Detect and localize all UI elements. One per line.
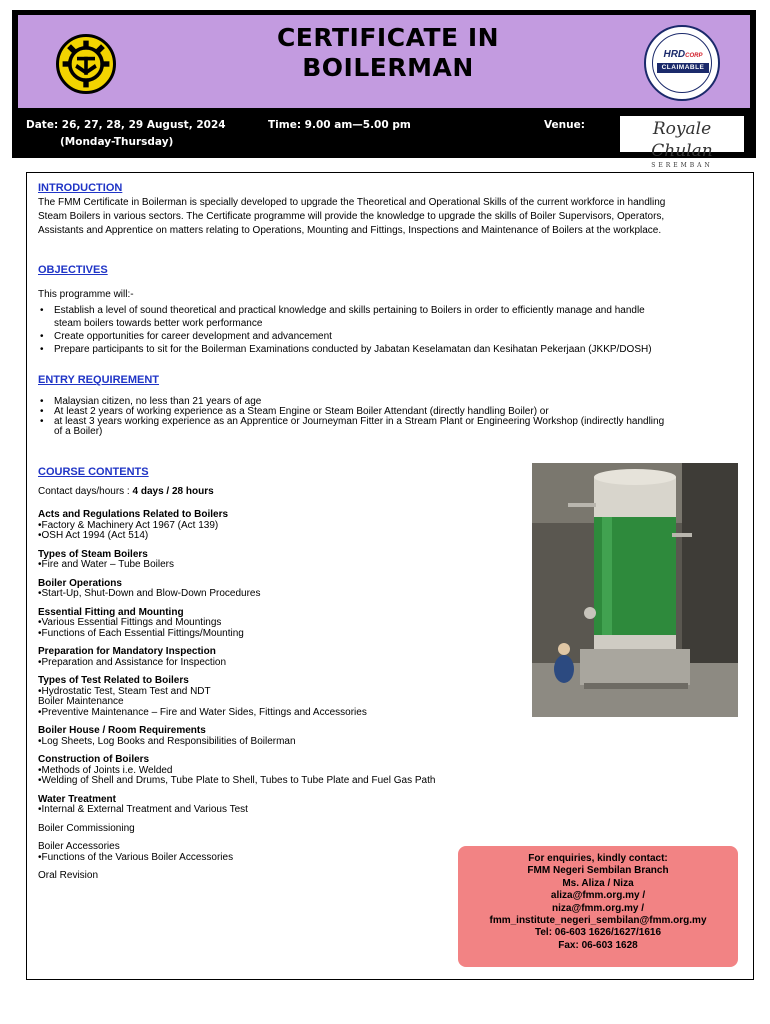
title-line-1: CERTIFICATE IN: [276, 23, 500, 52]
course-item: [38, 795, 498, 816]
claimable-label: CLAIMABLE: [657, 63, 709, 73]
course-item: [38, 579, 498, 600]
enquiry-email[interactable]: niza@fmm.org.my /: [552, 902, 644, 914]
course-items: [38, 510, 498, 882]
course-item: [38, 647, 498, 668]
enquiry-line: For enquiries, kindly contact:: [528, 853, 668, 864]
course-item-line: Boiler Accessories: [38, 841, 120, 852]
course-item-title: Water Treatment: [38, 793, 116, 805]
contact-hours: [38, 486, 498, 498]
course-item: [38, 550, 498, 571]
objectives-heading: OBJECTIVES: [38, 264, 108, 276]
course-item-line: Boiler Commissioning: [38, 822, 135, 834]
enquiry-box: [458, 846, 738, 967]
event-time: Time: 9.00 am—5.00 pm: [268, 119, 411, 131]
course-item-line: Boiler Maintenance: [38, 696, 124, 707]
hrd-corp-text: CORP: [685, 53, 703, 59]
event-days: (Monday-Thursday): [60, 136, 174, 148]
hrd-brand: [660, 49, 706, 60]
enquiry-email[interactable]: aliza@fmm.org.my /: [550, 890, 646, 902]
title-line-2: BOILERMAN: [302, 53, 474, 82]
course-item-title: Preparation for Mandatory Inspection: [38, 646, 216, 657]
enquiry-line: FMM Negeri Sembilan Branch: [527, 865, 669, 877]
course-item-line: •Functions of the Various Boiler Accessories: [38, 851, 234, 863]
course-item-line: •Hydrostatic Test, Steam Test and NDT: [38, 685, 211, 697]
course-item-line: •Functions of Each Essential Fittings/Mounting: [38, 627, 244, 639]
list-item: • at least 3 years working experience as an Apprentice or Journeyman Fitter in a Stream Plant or Engineering Workshop (indirectly handling: [38, 417, 664, 427]
entry-requirement-heading: ENTRY REQUIREMENT: [38, 374, 160, 386]
contact-hours-label: Contact days/hours :: [38, 486, 133, 497]
course-item-line: •Factory & Machinery Act 1967 (Act 139): [38, 519, 219, 531]
enquiry-phone: Tel: 06-603 1626/1627/1616: [534, 927, 662, 939]
course-item-line: •Internal & External Treatment and Various Test: [38, 804, 248, 815]
course-item-title: Construction of Boilers: [38, 754, 150, 765]
course-item-line: Oral Revision: [38, 870, 99, 881]
introduction-line: Assistants and Apprentice on matters relating to Operations, Mounting and Fittings, Inspections and Maintenance of Boilers at the workplace.: [38, 225, 662, 236]
course-item: [38, 755, 498, 787]
course-item: [38, 871, 498, 882]
steam-boiler-photo: [532, 463, 738, 717]
venue-logo: [620, 116, 744, 169]
enquiry-line: Ms. Aliza / Niza: [562, 877, 634, 889]
fmm-logo-icon: [56, 34, 116, 94]
venue-name: Royale Chulan: [651, 119, 713, 161]
course-item: [38, 726, 498, 747]
course-item: [38, 608, 498, 640]
course-item: [38, 824, 498, 835]
course-item-title: Boiler Operations: [38, 577, 122, 589]
objectives-list: [38, 304, 652, 356]
list-item: • At least 2 years of working experience as a Steam Engine or Steam Boiler Attendant (directly handling Boiler) or: [38, 407, 664, 417]
list-item: • Prepare participants to sit for the Boilerman Examinations conducted by Jabatan Keselamatan dan Kesihatan Pekerjaan (JKKP/DOSH): [38, 343, 652, 356]
page-title: [238, 23, 538, 83]
contact-hours-value: 4 days / 28 hours: [132, 486, 214, 497]
list-item-continued: of a Boiler): [54, 426, 103, 437]
venue-city: SEREMBAN: [651, 162, 713, 169]
course-item-line: •Log Sheets, Log Books and Responsibilities of Boilerman: [38, 735, 296, 747]
course-item-line: •Fire and Water – Tube Boilers: [38, 559, 174, 570]
course-item-line: •Preventive Maintenance – Fire and Water Sides, Fittings and Accessories: [38, 706, 367, 718]
entry-list: [38, 397, 664, 437]
course-item-title: Essential Fitting and Mounting: [38, 606, 184, 618]
course-item-line: •OSH Act 1994 (Act 514): [38, 530, 149, 541]
course-contents: [38, 486, 498, 890]
course-item-title: Acts and Regulations Related to Boilers: [38, 509, 229, 520]
list-item-continued: steam boilers towards better work performance: [54, 318, 263, 329]
event-date: Date: 26, 27, 28, 29 August, 2024: [26, 119, 226, 131]
enquiry-email[interactable]: fmm_institute_negeri_sembilan@fmm.org.my: [489, 915, 707, 927]
course-contents-heading: COURSE CONTENTS: [38, 466, 149, 478]
introduction-text: [38, 196, 665, 238]
hrd-corp-claimable-badge-icon: [644, 25, 720, 101]
course-item-title: Types of Steam Boilers: [38, 548, 148, 560]
introduction-line: The FMM Certificate in Boilerman is specially developed to upgrade the Theoretical and Operational Skills of the current workforce in handling: [38, 197, 666, 208]
course-item-title: Types of Test Related to Boilers: [38, 675, 189, 686]
course-item: [38, 842, 498, 863]
list-item: • Create opportunities for career development and advancement: [38, 330, 652, 343]
introduction-heading: INTRODUCTION: [38, 182, 123, 194]
header-banner: [16, 13, 752, 110]
introduction-line: Steam Boilers in various sectors. The Certificate programme will provide the knowledge to upgrade the skills of Boiler Supervisors, Operators,: [38, 211, 665, 222]
course-item-line: •Various Essential Fittings and Mountings: [38, 617, 222, 628]
venue-label: Venue:: [544, 119, 585, 131]
info-bar: [16, 112, 752, 169]
hrd-brand-text: HRD: [663, 49, 686, 60]
course-item: [38, 676, 498, 718]
course-item-line: •Preparation and Assistance for Inspection: [38, 656, 227, 668]
enquiry-fax: Fax: 06-603 1628: [558, 939, 638, 951]
list-item: • Establish a level of sound theoretical and practical knowledge and skills pertaining to Boilers in order to efficiently manage and handle: [38, 304, 652, 317]
course-item-line: •Start-Up, Shut-Down and Blow-Down Procedures: [38, 588, 261, 599]
course-item-title: Boiler House / Room Requirements: [38, 725, 206, 736]
objectives-intro: This programme will:-: [38, 289, 134, 300]
list-item: • Malaysian citizen, no less than 21 years of age: [38, 397, 664, 407]
course-item-line: •Methods of Joints i.e. Welded: [38, 764, 173, 776]
course-item-line: •Welding of Shell and Drums, Tube Plate to Shell, Tubes to Tube Plate and Fuel Gas Path: [38, 775, 436, 786]
course-item: [38, 510, 498, 542]
